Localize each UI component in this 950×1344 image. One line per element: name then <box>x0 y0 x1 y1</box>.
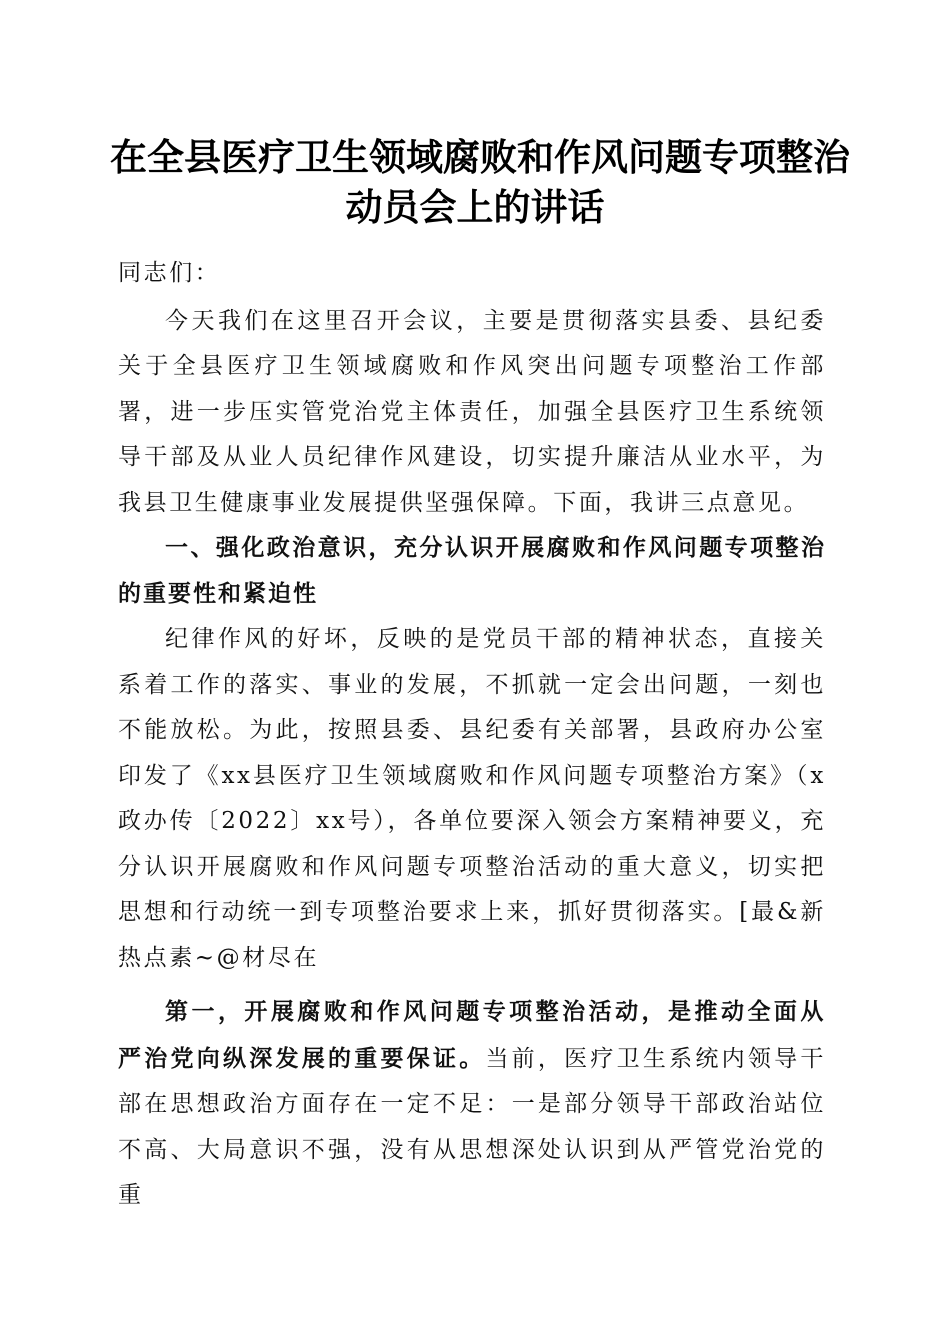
first-point-body: 当前，医疗卫生系统内领导干部在思想政治方面存在一定不足：一是部分领导干部政治站位不高、大局意识不强，没有从思想深处认识到从严管党治党的重 <box>118 1045 826 1208</box>
first-point-lead: 第一，开展腐败和作风问题专项整治活动，是推动全面从严治党向纵深发展的重要保证。 <box>118 998 826 1072</box>
title-line-1: 在全县医疗卫生领域腐败和作风问题专项整治 <box>110 135 850 179</box>
title-line-2: 动员会上的讲话 <box>345 185 605 229</box>
document-body <box>118 251 826 1219</box>
paragraph-first-point <box>118 989 826 1219</box>
salutation: 同志们： <box>118 260 221 286</box>
section-heading-1: 一、强化政治意识，充分认识开展腐败和作风问题专项整治的重要性和紧迫性 <box>118 535 826 607</box>
paragraph-discipline: 纪律作风的好坏，反映的是党员干部的精神状态，直接关系着工作的落实、事业的发展，不抓就一定会出问题，一刻也不能放松。为此，按照县委、县纪委有关部署，县政府办公室印发了《xx县医疗卫生领域腐败和作风问题专项整治方案》（x政办传〔2022〕xx号），各单位要深入领会方案精神要义，充分认识开展腐败和作风问题专项整治活动的重大意义，切实把思想和行动统一到专项整治要求上来，抓好贯彻落实。[最&新热点素~@材尽在 <box>118 626 826 971</box>
paragraph-intro: 今天我们在这里召开会议，主要是贯彻落实县委、县纪委关于全县医疗卫生领域腐败和作风突出问题专项整治工作部署，进一步压实管党治党主体责任，加强全县医疗卫生系统领导干部及从业人员纪律作风建设，切实提升廉洁从业水平，为我县卫生健康事业发展提供坚强保障。下面，我讲三点意见。 <box>118 307 826 516</box>
document-title <box>110 132 850 232</box>
